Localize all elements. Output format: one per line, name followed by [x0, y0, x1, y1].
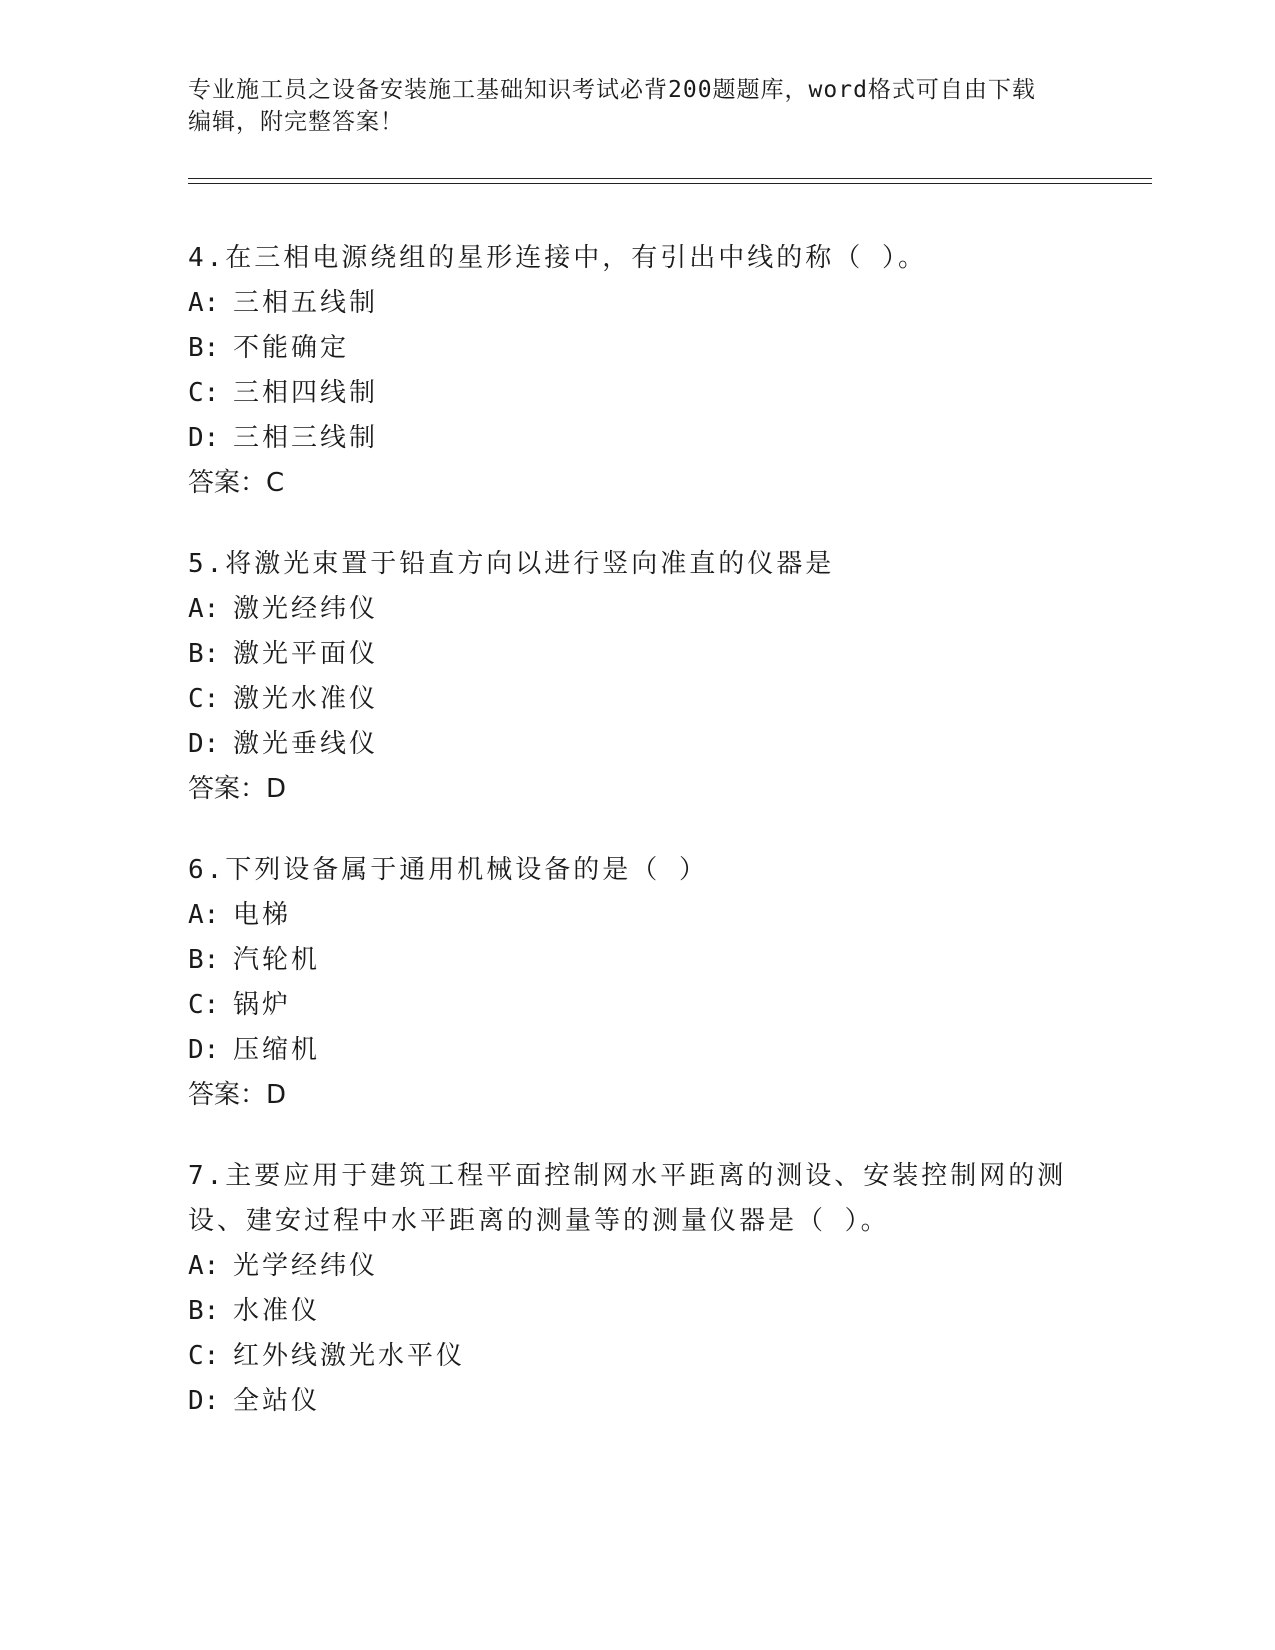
option-d: [188, 1028, 1088, 1073]
option-a: [188, 1244, 1088, 1289]
option-b: [188, 326, 1088, 371]
question-title: 5.将激光束置于铅直方向以进行竖向准直的仪器是: [188, 549, 835, 579]
option-text: 激光垂线仪: [233, 729, 379, 759]
option-letter: B:: [188, 945, 220, 975]
option-a: [188, 587, 1088, 632]
option-text: 三相五线制: [233, 288, 379, 318]
option-b: [188, 1289, 1088, 1334]
option-d: [188, 1379, 1088, 1424]
option-letter: D:: [188, 1035, 220, 1065]
header-divider-bottom: [188, 183, 1152, 184]
document-header: [188, 74, 1088, 138]
answer-line: 答案：C: [188, 468, 285, 498]
option-letter: B:: [188, 639, 220, 669]
option-letter: A:: [188, 900, 220, 930]
option-b: [188, 938, 1088, 983]
option-text: 压缩机: [233, 1035, 321, 1065]
option-text: 三相三线制: [233, 423, 379, 453]
option-c: [188, 1334, 1088, 1379]
option-letter: A:: [188, 594, 220, 624]
question-title: 4.在三相电源绕组的星形连接中，有引出中线的称（ ）。: [188, 243, 927, 273]
option-text: 光学经纬仪: [233, 1251, 379, 1281]
option-text: 激光水准仪: [233, 684, 379, 714]
header-line-1: 专业施工员之设备安装施工基础知识考试必背200题题库，word格式可自由下载: [188, 77, 1036, 103]
option-text: 锅炉: [233, 990, 292, 1020]
option-c: [188, 371, 1088, 416]
option-text: 全站仪: [233, 1386, 321, 1416]
option-a: [188, 893, 1088, 938]
question-list: [188, 236, 1088, 1460]
answer-line: 答案：D: [188, 1080, 287, 1110]
option-letter: D:: [188, 1386, 220, 1416]
question-title: 7.主要应用于建筑工程平面控制网水平距离的测设、安装控制网的测设、建安过程中水平距离的测量等的测量仪器是（ ）。: [188, 1161, 1067, 1236]
option-text: 激光平面仪: [233, 639, 379, 669]
option-letter: D:: [188, 729, 220, 759]
option-c: [188, 677, 1088, 722]
option-c: [188, 983, 1088, 1028]
question-5: [188, 542, 1088, 812]
header-line-2: 编辑，附完整答案！: [188, 109, 404, 135]
option-letter: A:: [188, 1251, 220, 1281]
option-text: 水准仪: [233, 1296, 321, 1326]
question-4: [188, 236, 1088, 506]
option-text: 三相四线制: [233, 378, 379, 408]
option-d: [188, 416, 1088, 461]
option-text: 不能确定: [233, 333, 350, 363]
option-text: 汽轮机: [233, 945, 321, 975]
answer-line: 答案：D: [188, 774, 287, 804]
option-text: 激光经纬仪: [233, 594, 379, 624]
header-divider-top: [188, 178, 1152, 179]
option-letter: C:: [188, 1341, 220, 1371]
option-letter: C:: [188, 990, 220, 1020]
option-letter: C:: [188, 378, 220, 408]
option-letter: D:: [188, 423, 220, 453]
question-title: 6.下列设备属于通用机械设备的是（ ）: [188, 855, 708, 885]
question-7: [188, 1154, 1088, 1424]
option-letter: B:: [188, 1296, 220, 1326]
option-b: [188, 632, 1088, 677]
option-letter: C:: [188, 684, 220, 714]
option-text: 电梯: [233, 900, 292, 930]
option-text: 红外线激光水平仪: [233, 1341, 466, 1371]
option-letter: A:: [188, 288, 220, 318]
question-6: [188, 848, 1088, 1118]
option-letter: B:: [188, 333, 220, 363]
option-a: [188, 281, 1088, 326]
option-d: [188, 722, 1088, 767]
